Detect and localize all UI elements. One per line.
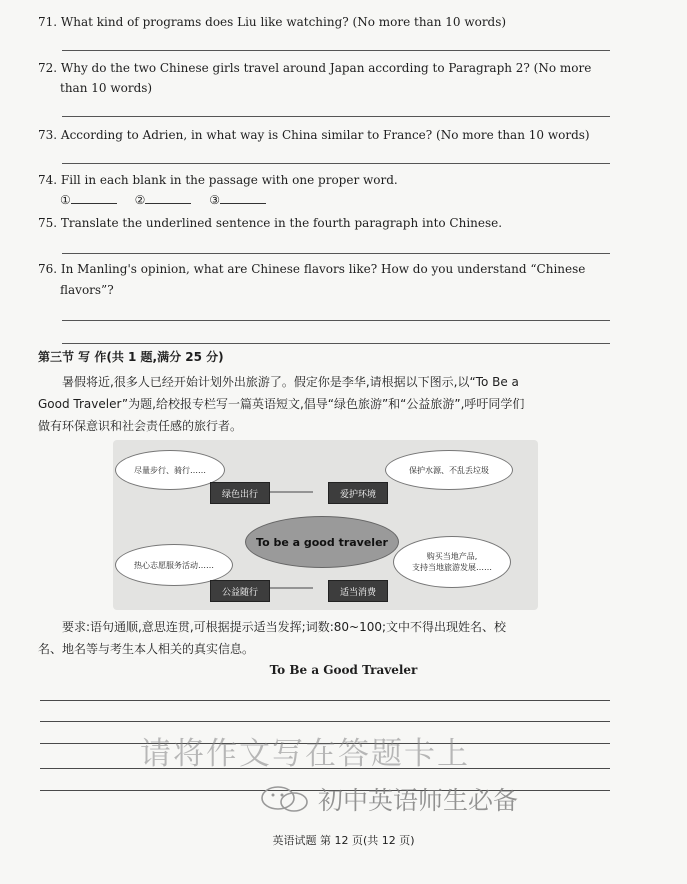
requirements-line2: 名、地名等与考生本人相关的真实信息。 — [38, 642, 255, 656]
blank-2-label: ② — [134, 193, 146, 207]
question-76: 76. In Manling's opinion, what are Chinese flavors like? How do you understand “Chinese — [38, 262, 586, 276]
answer-card-watermark: 请将作文写在答题卡上 — [140, 736, 470, 772]
question-71: 71. What kind of programs does Liu like watching? (No more than 10 words) — [38, 15, 507, 29]
writing-prompt-line1: 暑假将近,很多人已经开始计划外出旅游了。假定你是李华,请根据以下图示,以“To Be a — [62, 375, 519, 389]
question-75: 75. Translate the underlined sentence in the fourth paragraph into Chinese. — [38, 216, 503, 230]
blank-1[interactable] — [71, 191, 117, 204]
traveler-diagram — [113, 440, 538, 610]
blank-3[interactable] — [220, 191, 266, 204]
writing-prompt-line2: Good Traveler”为题,给校报专栏写一篇英语短文,倡导“绿色旅游”和“公益旅游”,呼吁同学们 — [38, 397, 525, 411]
bubble-buy-local-line2: 支持当地旅游发展…… — [412, 563, 492, 572]
requirements-line1: 要求:语句通顺,意思连贯,可根据提示适当发挥;词数:80~100;文中不得出现姓名、校 — [62, 620, 507, 634]
question-72: 72. Why do the two Chinese girls travel around Japan according to Paragraph 2? (No more — [38, 61, 592, 75]
bubble-protect-water: 保护水源、不乱丢垃圾 — [385, 450, 513, 490]
question-76-cont: flavors”? — [60, 283, 114, 297]
wechat-icon — [258, 784, 314, 814]
box-care-environment: 爱护环境 — [328, 482, 388, 504]
writing-section-header: 第三节 写 作(共 1 题,满分 25 分) — [38, 350, 224, 364]
box-green-travel: 绿色出行 — [210, 482, 270, 504]
writing-line-2 — [40, 721, 610, 722]
answer-line-73 — [62, 163, 610, 164]
question-73: 73. According to Adrien, in what way is China similar to France? (No more than 10 words) — [38, 128, 590, 142]
bubble-volunteer: 热心志愿服务活动…… — [115, 544, 233, 586]
answer-line-76b — [62, 343, 610, 344]
bubble-walk-cycle: 尽量步行、骑行…… — [115, 450, 225, 490]
wechat-brand-text: 初中英语师生必备 — [318, 786, 519, 815]
answer-line-76a — [62, 320, 610, 321]
answer-line-75 — [62, 253, 610, 254]
answer-line-72 — [62, 116, 610, 117]
answer-line-71 — [62, 50, 610, 51]
question-74-blanks — [60, 190, 280, 210]
box-proper-consumption: 适当消费 — [328, 580, 388, 602]
bubble-buy-local — [393, 536, 511, 588]
diagram-center: To be a good traveler — [245, 516, 399, 568]
blank-3-label: ③ — [209, 193, 220, 207]
bubble-buy-local-line1: 购买当地产品, — [426, 552, 478, 561]
blank-2[interactable] — [145, 191, 191, 204]
page-footer: 英语试题 第 12 页(共 12 页) — [272, 834, 415, 847]
question-74: 74. Fill in each blank in the passage with one proper word. — [38, 173, 398, 187]
question-72-cont: than 10 words) — [60, 81, 153, 95]
wechat-brand — [258, 781, 518, 817]
box-charity-travel: 公益随行 — [210, 580, 270, 602]
blank-1-label: ① — [60, 193, 71, 207]
writing-prompt-line3: 做有环保意识和社会责任感的旅行者。 — [38, 419, 243, 433]
essay-title: To Be a Good Traveler — [269, 663, 418, 677]
writing-line-1 — [40, 700, 610, 701]
